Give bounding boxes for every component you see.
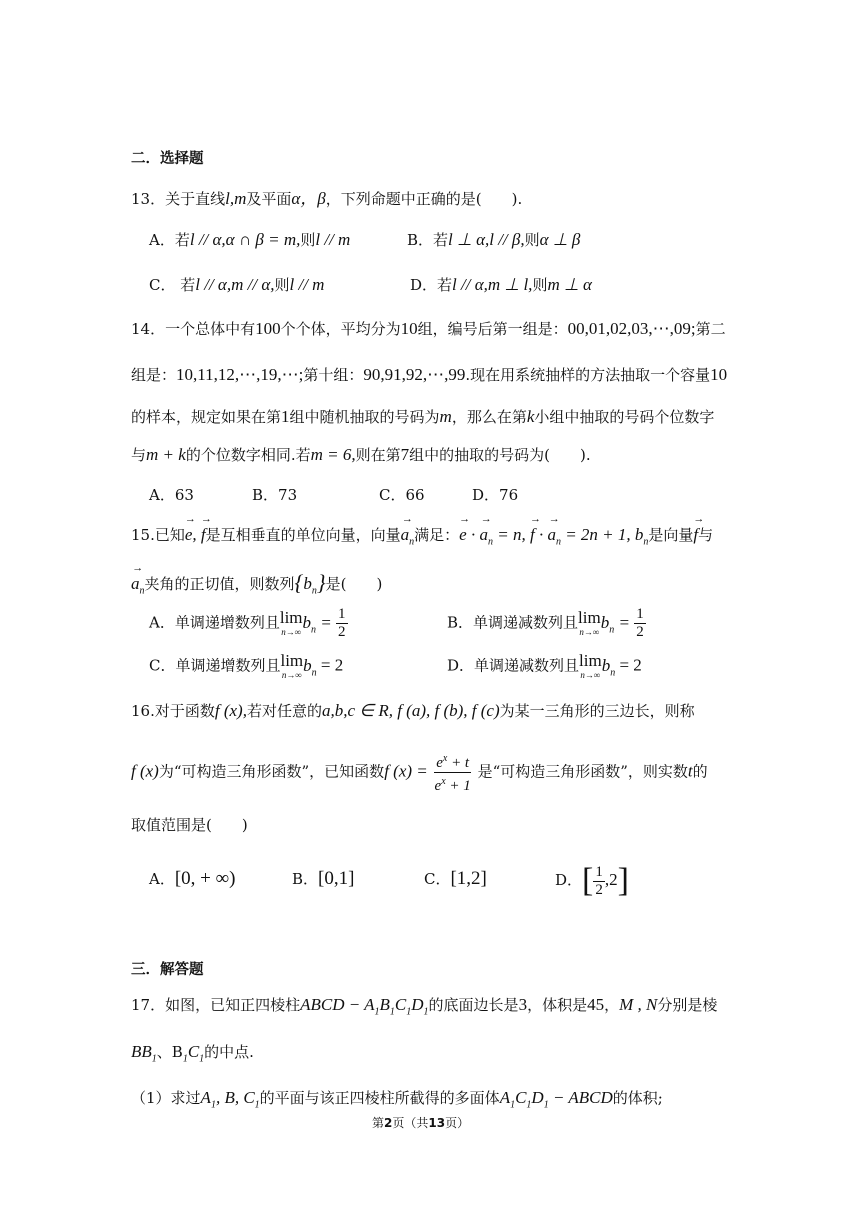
q16-option-d: D．[ $\frac{1}{2}$ ,2] [555, 862, 629, 899]
page-footer: 第2页（共13页） [372, 1116, 470, 1130]
vector-e: → e [185, 525, 193, 545]
question-15-line-2: → $a_n$夹角的正切值，则数列$\{b_n\}$是( ) [131, 570, 382, 596]
fraction-ex-plus-t: $\frac{e^x + t}{e^x + 1}$ [433, 750, 473, 795]
vector-f-2: → f [693, 525, 698, 545]
question-13-stem: 13．关于直线l,m及平面α，β，下列命题中正确的是( ). [131, 189, 523, 208]
vector-f: → f [201, 525, 206, 545]
q13-option-d: D．若l // α,m ⊥ l,则m ⊥ α [410, 275, 592, 294]
question-16-line-3: 取值范围是( ) [131, 816, 248, 834]
vector-a-n-2: → $a_n$ [479, 525, 493, 547]
q15-option-b: B．单调递减数列且 lim n→∞ $b_n$ = $\frac{1}{2}$ [447, 606, 644, 640]
question-16-line-2: f (x)为“可构造三角形函数”，已知函数f (x) = $\frac{e^x + t}{e^x + 1}$ 是“可构造三角形函数”，则实数t的 [131, 750, 708, 795]
question-17-part-1: （1）求过$A_1$, B, $C_1$的平面与该正四棱柱所截得的多面体$A_1C_1D_1$ − ABCD的体积; [131, 1088, 663, 1111]
question-16-line-1: 16.对于函数f (x),若对任意的a,b,c ∈ R, f (a), f (b), f (c)为某一三角形的三边长，则称 [131, 701, 695, 720]
question-15-line-1: 15.已知→ e, → f是互相垂直的单位向量，向量→ $a_n$满足：→ e · → $a_n = n$, → f · → $a_n = 2n + 1$, $b_n$是向量→ f与 [131, 524, 713, 547]
vector-a-n-4: → $a_n$ [131, 574, 145, 596]
q13-option-a: A．若l // α,α ∩ β = m,则l // m [149, 230, 351, 249]
section-title-solve: 三．解答题 [131, 962, 204, 978]
vector-f-dot: → f [530, 525, 535, 545]
q14-option-c: C．66 [379, 486, 425, 504]
question-17-line-1: 17．如图，已知正四棱柱ABCD − $A_1B_1C_1D_1$的底面边长是3，体积是45，M , N分别是棱 [131, 995, 718, 1018]
question-14-line-2: 组是：10,11,12,⋯,19,⋯;第十组：90,91,92,⋯,99.现在用系统抽样的方法抽取一个容量10 [131, 365, 728, 384]
q16-option-b: B．[0,1] [292, 868, 355, 889]
q16-option-c: C．[1,2] [424, 868, 487, 889]
section-title-choice: 二．选择题 [131, 151, 204, 167]
question-17-line-2: $BB_1$、$B_1C_1$的中点. [131, 1042, 254, 1065]
vector-e-dot: → e [459, 525, 467, 545]
q14-option-d: D．76 [472, 486, 519, 504]
question-14-line-3: 的样本，规定如果在第1组中随机抽取的号码为m，那么在第k小组中抽取的号码个位数字 [131, 407, 715, 426]
question-14-line-1: 14．一个总体中有100个个体，平均分为10组，编号后第一组是：00,01,02,03,⋯,09;第二 [131, 319, 726, 338]
q16-option-a: A．[0, + ∞) [149, 868, 236, 889]
vector-a-n-3: → $a_n$ [547, 525, 561, 547]
q13-option-b: B．若l ⊥ α,l // β,则α ⊥ β [407, 230, 581, 249]
question-14-line-4: 与m + k的个位数字相同.若m = 6,则在第7组中的抽取的号码为( ). [131, 445, 591, 464]
q14-option-a: A．63 [149, 486, 194, 504]
q15-option-c: C．单调递增数列且 lim n→∞ $b_n = 2$ [149, 651, 344, 680]
q15-option-a: A．单调递增数列且 lim n→∞ $b_n$ = $\frac{1}{2}$ [149, 606, 346, 640]
q15-option-d: D．单调递减数列且 lim n→∞ $b_n = 2$ [447, 651, 642, 680]
vector-a-n: → $a_n$ [401, 525, 415, 547]
q14-option-b: B．73 [252, 486, 298, 504]
q13-option-c: C． 若l // α,m // α,则l // m [149, 275, 325, 294]
